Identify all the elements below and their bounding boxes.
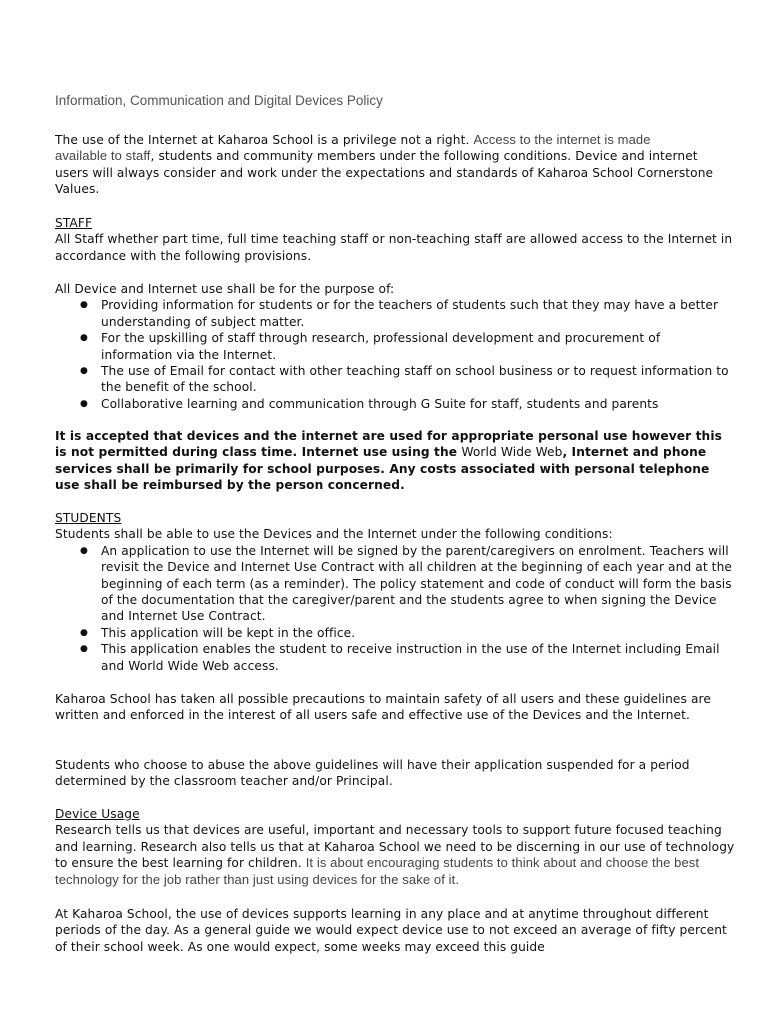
staff-paragraph: All Staff whether part time, full time teaching staff or non-teaching staff are allowed access to the Internet in accordance with the following provisions. — [55, 232, 733, 263]
students-lead: Students shall be able to use the Devices and the Internet under the following conditions: — [55, 527, 613, 542]
list-item: ● This application will be kept in the office. — [55, 625, 735, 641]
staff-list — [55, 297, 735, 412]
notice-text-1: It is accepted that devices and the internet are used for appropriate personal use however this is not permitted during class time. Internet use using the — [55, 429, 722, 460]
list-item: ● The use of Email for contact with other teaching staff on school business or to request information to the benefit of the school. — [55, 363, 735, 396]
device-usage-paragraph — [55, 822, 735, 888]
staff-purpose-lead: All Device and Internet use shall be for the purpose of: — [55, 282, 395, 296]
intro-text-3: available to staff — [55, 148, 151, 164]
device-usage-text-2: It is about encouraging students to think about and choose the best technology for the job rather than just using devices for the sake of it. — [55, 855, 700, 887]
intro-text-4: , students and community members under the following conditions. Device and internet users will always consider and work under the expectations and standards of Kaharoa School Cornerstone Values. — [55, 149, 714, 197]
personal-use-notice — [55, 428, 735, 494]
students-list — [55, 543, 735, 674]
intro-paragraph — [55, 132, 735, 198]
staff-purpose — [55, 281, 735, 412]
notice-text-3: , Internet and phone services shall be primarily for school purposes. Any costs associated with personal telephone use shall be reimbursed by the person concerned. — [55, 445, 710, 493]
device-usage-section — [55, 806, 735, 888]
students-section — [55, 510, 735, 674]
list-item: ● Providing information for students or for the teachers of students such that they may have a better understanding of subject matter. — [55, 297, 735, 330]
staff-heading: STAFF — [55, 216, 93, 230]
list-item: ● An application to use the Internet will be signed by the parent/caregivers on enrolment. Teachers will revisit the Device and Internet Use Contract with all children at the beginning of each year and at the beginning of each term (as a reminder). The policy statement and code of conduct will form the basis of the documentation that the caregiver/parent and the students agree to when signing the Device and Internet Use Contract. — [55, 543, 735, 625]
list-item: ● For the upskilling of staff through research, professional development and procurement of information via the Internet. — [55, 330, 735, 363]
device-usage-paragraph-2: At Kaharoa School, the use of devices supports learning in any place and at anytime throughout different periods of the day. As a general guide we would expect device use to not exceed an average of fifty percent of their school week. As one would expect, some weeks may exceed this guide — [55, 907, 727, 954]
abuse-paragraph: Students who choose to abuse the above guidelines will have their application suspended for a period determined by the classroom teacher and/or Principal. — [55, 758, 690, 789]
list-item: ● This application enables the student to receive instruction in the use of the Internet including Email and World Wide Web access. — [55, 641, 735, 674]
precautions-paragraph: Kaharoa School has taken all possible precautions to maintain safety of all users and these guidelines are written and enforced in the interest of all users safe and effective use of the Devices and the Internet. — [55, 692, 711, 723]
staff-section — [55, 215, 735, 264]
students-heading: STUDENTS — [55, 511, 122, 525]
notice-text-2: World Wide Web — [461, 445, 563, 460]
device-usage-text-1: Research tells us that devices are useful, important and necessary tools to support future focused teaching and learning. Research also tells us that at Kaharoa School we need to be discerning in our use of technology to ensure the best learning for children. — [55, 823, 735, 871]
document-title: Information, Communication and Digital Devices Policy — [55, 93, 383, 108]
intro-text-1: The use of the Internet at Kaharoa School is a privilege not a right. — [55, 133, 474, 147]
list-item: ● Collaborative learning and communication through G Suite for staff, students and parents — [55, 396, 735, 412]
device-usage-heading: Device Usage — [55, 807, 140, 821]
intro-text-2: Access to the internet is made — [473, 132, 651, 147]
